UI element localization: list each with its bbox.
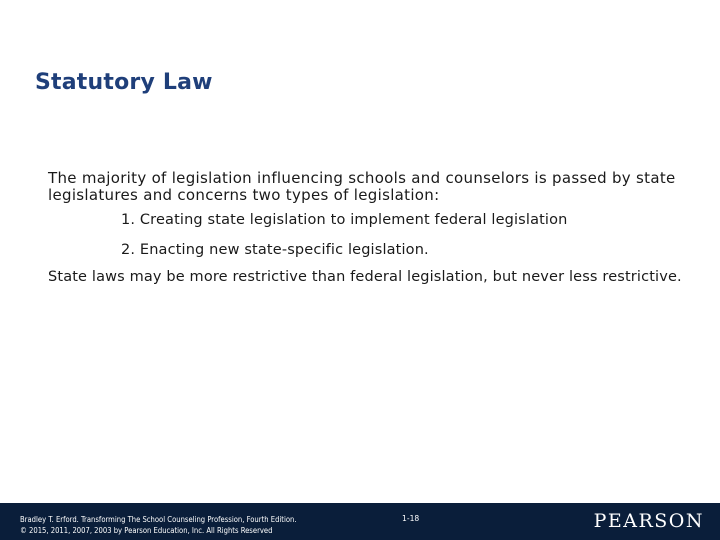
pearson-logo: PEARSON [593, 510, 704, 532]
copyright-credit [20, 514, 297, 536]
intro-paragraph: The majority of legislation influencing schools and counselors is passed by state legislatures and concerns two types of legislation: [48, 169, 676, 204]
legislation-types-list [121, 212, 688, 259]
slide-title: Statutory Law [35, 70, 213, 95]
footer-bar [0, 503, 720, 540]
list-item: 2. Enacting new state-specific legislation. [121, 242, 429, 258]
page-number: 1-18 [402, 514, 420, 523]
list-item: 1. Creating state legislation to implement federal legislation [121, 212, 568, 228]
credit-line-1: Bradley T. Erford. Transforming The School Counseling Profession, Fourth Edition. [20, 515, 297, 524]
conclusion-paragraph: State laws may be more restrictive than federal legislation, but never less restrictive. [48, 269, 682, 285]
credit-line-2: © 2015, 2011, 2007, 2003 by Pearson Education, Inc. All Rights Reserved [20, 526, 273, 535]
slide-body [48, 170, 688, 286]
